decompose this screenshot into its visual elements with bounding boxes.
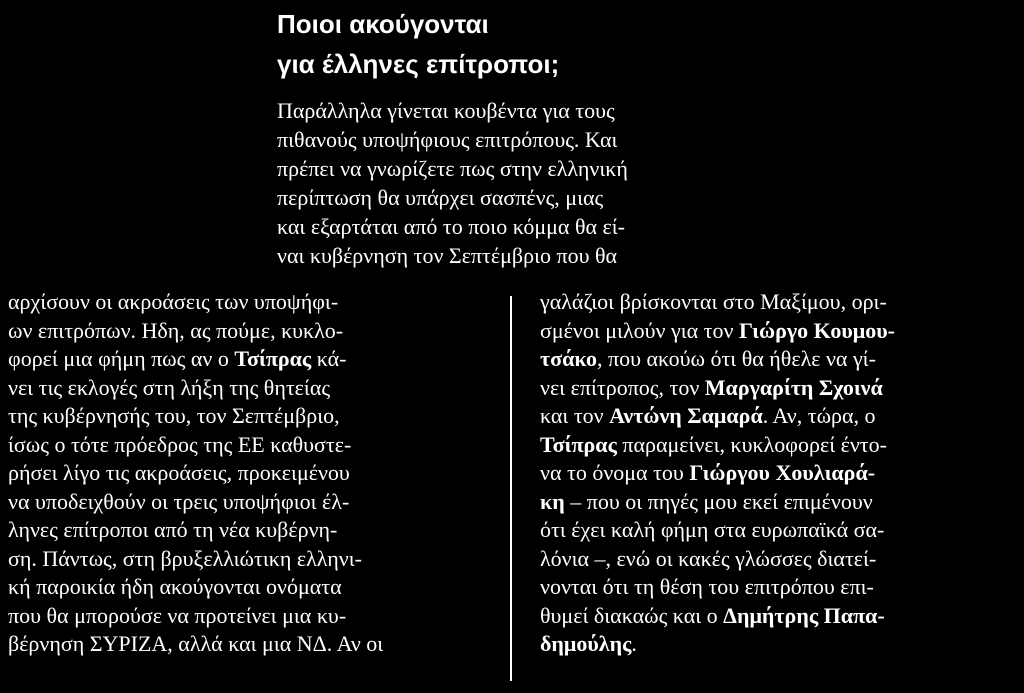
left-line: [8, 545, 383, 574]
text-run: που θα μπορούσε να προτείνει μια κυ-: [8, 602, 347, 628]
left-line: [8, 602, 383, 631]
text-run: .: [631, 631, 637, 656]
right-line: [540, 431, 895, 460]
left-line: [8, 573, 383, 602]
bold-name: Αντώνη Σαμαρά: [609, 403, 763, 428]
left-line: [8, 431, 383, 460]
text-run: ίσως ο τότε πρόεδρος της ΕΕ καθυστε-: [8, 431, 352, 457]
text-run: , που ακούω ότι θα ήθελε να γί-: [596, 346, 876, 371]
right-line: [540, 374, 895, 403]
intro-line: [277, 241, 628, 270]
right-line: [540, 602, 895, 631]
text-run: – που οι πηγές μου εκεί επιμένουν: [564, 488, 873, 514]
text-run: ων επιτρόπων. Ηδη, ας πούμε, κυκλο-: [8, 317, 344, 343]
left-line: [8, 317, 383, 346]
text-run: πιθανούς υποψήφιους επιτρόπους. Και: [277, 127, 618, 152]
text-run: νει τις εκλογές στη λήξη της θητείας: [8, 374, 331, 400]
text-run: γαλάζιοι βρίσκονται στο Μαξίμου, ορι-: [540, 289, 887, 314]
text-run: . Αν, τώρα, ο: [762, 403, 876, 428]
left-line: [8, 345, 383, 374]
text-run: πρέπει να γνωρίζετε πως στην ελληνική: [277, 156, 628, 181]
text-run: παραμείνει, κυκλοφορεί έντο-: [616, 431, 887, 457]
left-line: [8, 459, 383, 488]
bold-name: τσάκο: [540, 346, 597, 371]
right-line: [540, 573, 895, 602]
bold-name: Τσίπρας: [540, 431, 617, 457]
bold-name: δημούλης: [540, 631, 632, 656]
text-run: αρχίσουν οι ακροάσεις των υποψήφι-: [8, 289, 339, 314]
bold-name: Τσίπρας: [234, 346, 312, 371]
right-line: [540, 516, 895, 545]
bold-name: Γιώργου Χουλιαρά-: [689, 460, 876, 485]
text-run: νει επίτροπος, τον: [540, 374, 705, 400]
right-line: [540, 488, 895, 517]
headline-line-2: για έλληνες επίτροποι;: [277, 49, 560, 79]
right-line: [540, 459, 895, 488]
right-line: [540, 402, 895, 431]
text-run: φορεί μια φήμη πως αν ο: [8, 346, 235, 371]
left-line: [8, 288, 383, 317]
left-line: [8, 630, 383, 659]
text-run: Παράλληλα γίνεται κουβέντα για τους: [277, 98, 615, 123]
text-run: περίπτωση θα υπάρχει σασπένς, μιας: [277, 185, 604, 210]
text-run: και εξαρτάται από το ποιο κόμμα θα εί-: [277, 214, 625, 239]
text-run: ση. Πάντως, στη βρυξελλιώτικη ελληνι-: [8, 545, 362, 571]
text-run: κά-: [311, 346, 347, 371]
intro-line: [277, 183, 628, 212]
text-run: να το όνομα του: [540, 460, 690, 485]
text-run: λόνια –, ενώ οι κακές γλώσσες διατεί-: [540, 545, 877, 571]
left-line: [8, 402, 383, 431]
intro-line: [277, 125, 628, 154]
intro-paragraph: [277, 96, 628, 270]
text-run: σμένοι μιλούν για τον: [540, 317, 739, 343]
right-column: [540, 288, 895, 659]
headline: [277, 4, 559, 84]
right-line: [540, 545, 895, 574]
text-run: και τον: [540, 403, 610, 428]
text-run: θυμεί διακαώς και ο: [540, 602, 724, 628]
right-line: [540, 630, 895, 659]
bold-name: Δημήτρης Παπα-: [723, 602, 885, 628]
column-divider: [510, 296, 512, 681]
left-line: [8, 488, 383, 517]
intro-line: [277, 154, 628, 183]
text-run: βέρνηση ΣΥΡΙΖΑ, αλλά και μια ΝΔ. Αν οι: [8, 631, 384, 656]
left-line: [8, 516, 383, 545]
right-line: [540, 317, 895, 346]
intro-line: [277, 212, 628, 241]
bold-name: Μαργαρίτη Σχοινά: [704, 374, 883, 400]
bold-name: κη: [540, 488, 565, 514]
text-run: κή παροικία ήδη ακούγονται ονόματα: [8, 574, 342, 599]
text-run: ότι έχει καλή φήμη στα ευρωπαϊκά σα-: [540, 517, 885, 542]
right-line: [540, 288, 895, 317]
text-run: της κυβέρνησής του, τον Σεπτέμβριο,: [8, 403, 340, 428]
intro-line: [277, 96, 628, 125]
text-run: ληνες επίτροποι από τη νέα κυβέρνη-: [8, 517, 338, 542]
text-run: ρήσει λίγο τις ακροάσεις, προκειμένου: [8, 460, 350, 485]
text-run: νονται ότι τη θέση του επιτρόπου επι-: [540, 574, 874, 599]
left-column: [8, 288, 383, 659]
headline-line-1: Ποιοι ακούγονται: [277, 9, 489, 39]
left-line: [8, 374, 383, 403]
right-line: [540, 345, 895, 374]
text-run: να υποδειχθούν οι τρεις υποψήφιοι έλ-: [8, 488, 350, 514]
bold-name: Γιώργο Κουμου-: [738, 317, 895, 343]
text-run: ναι κυβέρνηση τον Σεπτέμβριο που θα: [277, 243, 618, 268]
